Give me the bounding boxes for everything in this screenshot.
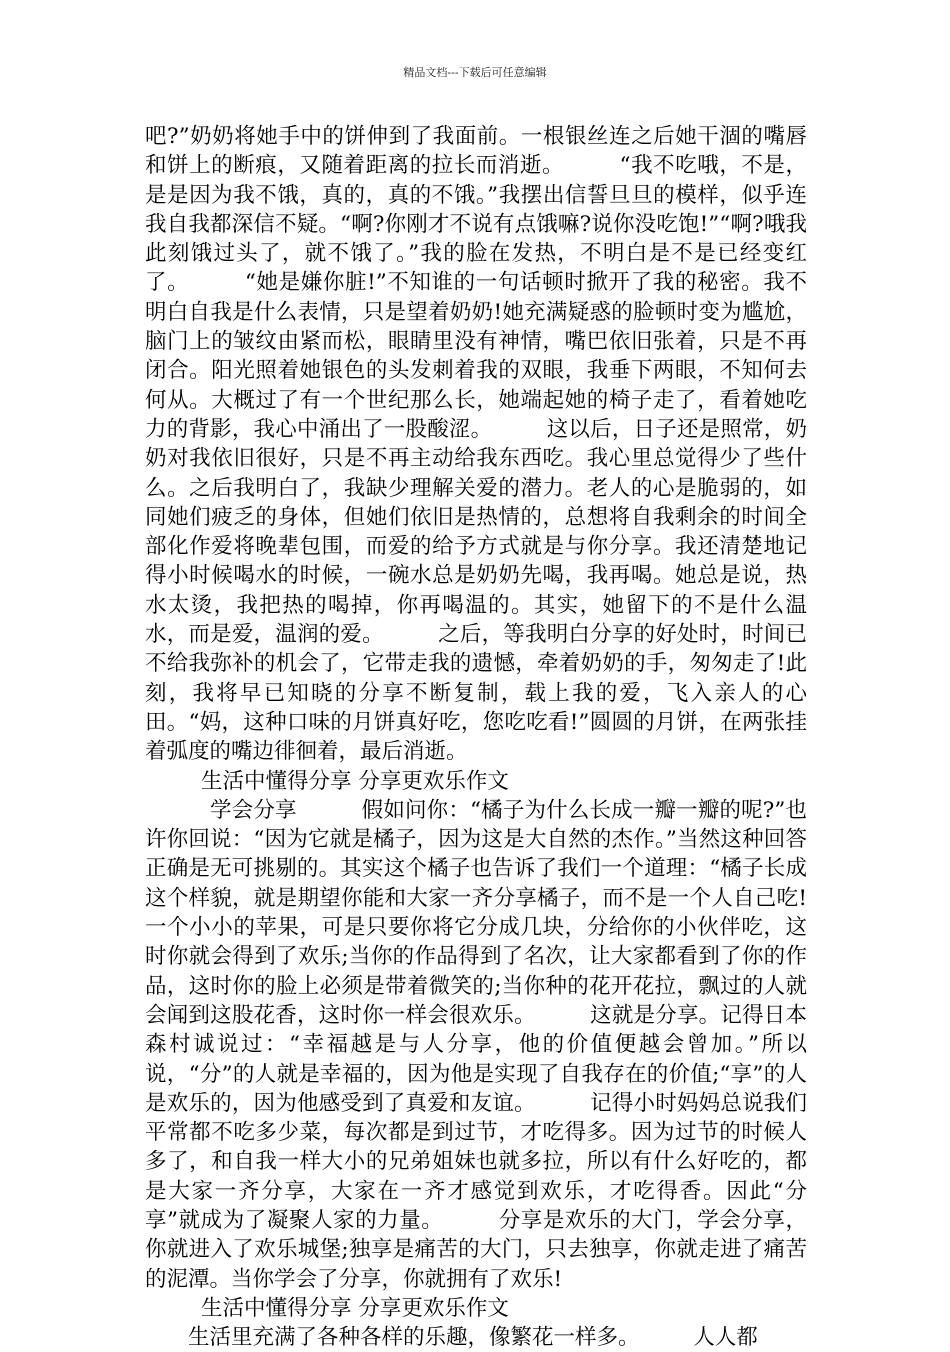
body-paragraph: 学会分享 假如问你：“橘子为什么长成一瓣一瓣的呢?”也许你回说：“因为它就是橘子，因为这是大自然的杰作。”当然这种回答正确是无可挑剔的。其实这个橘子也告诉了我们一个道理：“橘子长成这个样貌，就是期望你能和大家一齐分享橘子，而不是一个人自己吃! 一个小小的苹果，可是只要你将它分成几块，分给你的小伙伴吃，这时你就会得到了欢乐;当你的作品得到了名次，让大家都看到了你的作品，这时你的脸上必须是带着微笑的;当你种的花开花拉，飘过的人就会闻到这股花香，这时你一样会很欢乐。 这就是分享。记得日本森村诚说过：“幸福越是与人分享，他的价值便越会曾加。”所以说，“分”的人就是幸福的，因为他是实现了自我存在的价值;“享”的人是欢乐的，因为他感受到了真爱和友谊。 记得小时妈妈总说我们平常都不吃多少菜，每次都是到过节，才吃得多。因为过节的时候人多了，和自我一样大小的兄弟姐妹也就多拉，所以有什么好吃的，都是大家一齐分享，大家在一齐才感觉到欢乐，才吃得香。因此“分享”就成为了凝聚人家的力量。 分享是欢乐的大门，学会分享，你就进入了欢乐城堡;独享是痛苦的大门，只去独享，你就走进了痛苦的泥潭。当你学会了分享，你就拥有了欢乐! [145, 797, 872, 1292]
body-paragraph: 生活里充满了各种各样的乐趣，像繁花一样多。 人人都 [145, 1325, 758, 1351]
document-body [145, 122, 872, 1352]
body-paragraph: 吧?”奶奶将她手中的饼伸到了我面前。一根银丝连之后她干涸的嘴唇和饼上的断痕，又随着距离的拉长而消逝。 “我不吃哦，不是，是是因为我不饿，真的，真的不饿。”我摆出信誓旦旦的模样，似乎连我自我都深信不疑。“啊?你刚才不说有点饿嘛?说你没吃饱!”“啊?哦我此刻饿过头了，就不饿了。”我的脸在发热，不明白是不是已经变红了。 “她是嫌你脏!”不知谁的一句话顿时掀开了我的秘密。我不明白自我是什么表情，只是望着奶奶!她充满疑惑的脸顿时变为尴尬，脑门上的皱纹由紧而松，眼睛里没有神情，嘴巴依旧张着，只是不再闭合。阳光照着她银色的头发刺着我的双眼，我垂下两眼，不知何去何从。大概过了有一个世纪那么长，她端起她的椅子走了，看着她吃力的背影，我心中涌出了一股酸涩。 这以后，日子还是照常，奶奶对我依旧很好，只是不再主动给我东西吃。我心里总觉得少了些什么。之后我明白了，我缺少理解关爱的潜力。老人的心是脆弱的，如同她们疲乏的身体，但她们依旧是热情的，总想将自我剩余的时间全部化作爱将晚辈包围，而爱的给予方式就是与你分享。我还清楚地记得小时候喝水的时候，一碗水总是奶奶先喝，我再喝。她总是说，热水太烫，我把热的喝掉，你再喝温的。其实，她留下的不是什么温水，而是爱，温润的爱。 之后，等我明白分享的好处时，时间已不给我弥补的机会了，它带走我的遗憾，牵着奶奶的手，匆匆走了!此刻，我将早已知晓的分享不断复制，载上我的爱，飞入亲人的心田。“妈，这种口味的月饼真好吃，您吃吃看!”圆圆的月饼，在两张挂着弧度的嘴边徘徊着，最后消逝。 [145, 124, 807, 765]
page-header: 精品文档---下载后可任意编辑 [403, 66, 547, 79]
section-heading: 生活中懂得分享 分享更欢乐作文 [201, 768, 509, 794]
section-heading: 生活中懂得分享 分享更欢乐作文 [201, 1295, 509, 1321]
